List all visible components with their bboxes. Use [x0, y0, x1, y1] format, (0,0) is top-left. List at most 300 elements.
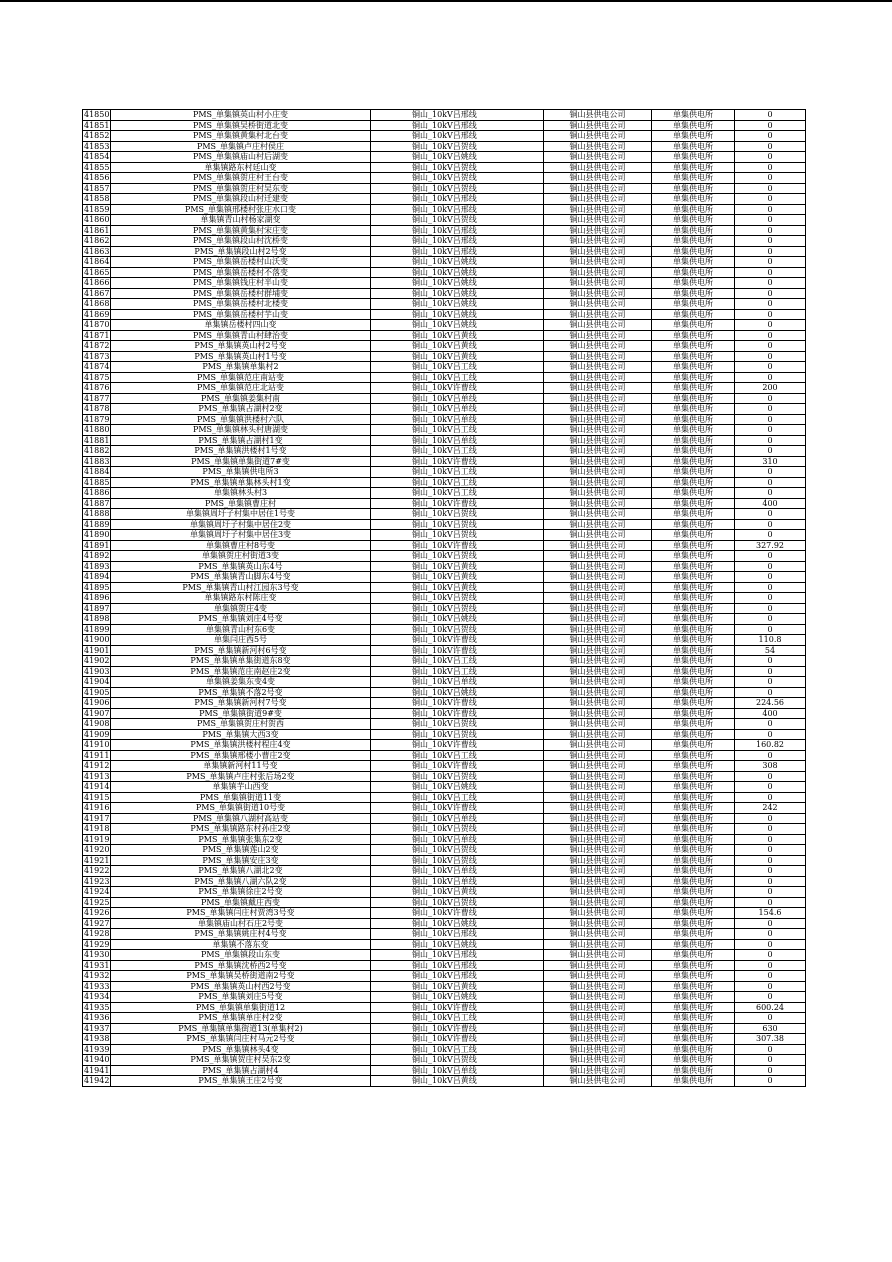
substation-name-cell: PMS_单集镇八湖北2变: [111, 866, 371, 877]
value-cell: 0: [735, 897, 806, 908]
company-cell: 铜山县供电公司: [544, 750, 652, 761]
table-row: [83, 855, 806, 866]
line-name-cell: 铜山_10kV吕姚线: [371, 309, 544, 320]
company-cell: 铜山县供电公司: [544, 824, 652, 835]
line-name-cell: 铜山_10kV许曹线: [371, 1023, 544, 1034]
company-cell: 铜山县供电公司: [544, 446, 652, 457]
station-cell: 单集供电所: [652, 519, 735, 530]
station-cell: 单集供电所: [652, 120, 735, 131]
table-row: [83, 761, 806, 772]
value-cell: 54: [735, 645, 806, 656]
value-cell: 0: [735, 1076, 806, 1087]
substation-name-cell: PMS_单集镇岳楼村不落变: [111, 267, 371, 278]
row-id-cell: 41918: [84, 824, 110, 834]
substation-name-cell: PMS_单集镇刘庄5号变: [111, 992, 371, 1003]
table-row: [83, 194, 806, 205]
company-cell: 铜山县供电公司: [544, 257, 652, 268]
line-name-cell: 铜山_10kV许曹线: [371, 1002, 544, 1013]
substation-name-cell: PMS_单集镇刘庄4号变: [111, 614, 371, 625]
value-cell: 0: [735, 362, 806, 373]
company-cell: 铜山县供电公司: [544, 425, 652, 436]
station-cell: 单集供电所: [652, 309, 735, 320]
row-id-cell: 41911: [84, 750, 110, 760]
line-name-cell: 铜山_10kV吕单线: [371, 677, 544, 688]
row-id-cell: 41851: [84, 120, 110, 130]
station-cell: 单集供电所: [652, 204, 735, 215]
value-cell: 0: [735, 173, 806, 184]
table-row: [83, 813, 806, 824]
table-row: [83, 446, 806, 457]
station-cell: 单集供电所: [652, 183, 735, 194]
table-row: [83, 803, 806, 814]
company-cell: 铜山县供电公司: [544, 309, 652, 320]
company-cell: 铜山县供电公司: [544, 645, 652, 656]
substation-name-cell: 单集镇新河村11号变: [111, 761, 371, 772]
company-cell: 铜山县供电公司: [544, 498, 652, 509]
row-id-cell: 41891: [84, 540, 110, 550]
line-name-cell: 铜山_10kV吕邢线: [371, 204, 544, 215]
row-id-cell: 41916: [84, 803, 110, 813]
line-name-cell: 铜山_10kV许曹线: [371, 498, 544, 509]
line-name-cell: 铜山_10kV许曹线: [371, 645, 544, 656]
row-id-cell: 41893: [84, 561, 110, 571]
table-row: [83, 876, 806, 887]
table-row: [83, 614, 806, 625]
value-cell: 0: [735, 488, 806, 499]
value-cell: 200: [735, 383, 806, 394]
row-id-cell: 41877: [84, 393, 110, 403]
table-row: [83, 845, 806, 856]
table-row: [83, 120, 806, 131]
value-cell: 0: [735, 1044, 806, 1055]
value-cell: 0: [735, 120, 806, 131]
company-cell: 铜山县供电公司: [544, 288, 652, 299]
table-row: [83, 1002, 806, 1013]
value-cell: 0: [735, 404, 806, 415]
row-id-cell: 41896: [84, 593, 110, 603]
station-cell: 单集供电所: [652, 719, 735, 730]
value-cell: 0: [735, 624, 806, 635]
line-name-cell: 铜山_10kV许曹线: [371, 540, 544, 551]
table-row: [83, 383, 806, 394]
line-name-cell: 铜山_10kV吕贺线: [371, 719, 544, 730]
line-name-cell: 铜山_10kV吕工线: [371, 446, 544, 457]
station-cell: 单集供电所: [652, 876, 735, 887]
table-row: [83, 152, 806, 163]
line-name-cell: 铜山_10kV吕黄线: [371, 887, 544, 898]
table-row: [83, 561, 806, 572]
table-row: [83, 687, 806, 698]
station-cell: 单集供电所: [652, 813, 735, 824]
line-name-cell: 铜山_10kV吕单线: [371, 813, 544, 824]
substation-name-cell: PMS_单集镇单集街道东8变: [111, 656, 371, 667]
company-cell: 铜山县供电公司: [544, 719, 652, 730]
value-cell: 0: [735, 719, 806, 730]
station-cell: 单集供电所: [652, 467, 735, 478]
value-cell: 0: [735, 939, 806, 950]
value-cell: 0: [735, 813, 806, 824]
line-name-cell: 铜山_10kV吕工线: [371, 1013, 544, 1024]
document-page: [82, 109, 805, 1087]
row-id-cell: 41910: [84, 740, 110, 750]
table-row: [83, 992, 806, 1003]
row-id-cell: 41931: [84, 960, 110, 970]
substation-name-cell: PMS_单集镇邢楼村张庄水口变: [111, 204, 371, 215]
table-row: [83, 719, 806, 730]
substation-name-cell: PMS_单集镇单集村2: [111, 362, 371, 373]
substation-name-cell: PMS_单集镇黄集村宋庄变: [111, 225, 371, 236]
line-name-cell: 铜山_10kV吕工线: [371, 1044, 544, 1055]
company-cell: 铜山县供电公司: [544, 131, 652, 142]
company-cell: 铜山县供电公司: [544, 519, 652, 530]
line-name-cell: 铜山_10kV许曹线: [371, 698, 544, 709]
company-cell: 铜山县供电公司: [544, 918, 652, 929]
table-row: [83, 698, 806, 709]
row-id-cell: 41917: [84, 813, 110, 823]
value-cell: 0: [735, 110, 806, 121]
row-id-cell: 41926: [84, 908, 110, 918]
station-cell: 单集供电所: [652, 477, 735, 488]
substation-name-cell: 单集镇路东村廷山变: [111, 162, 371, 173]
value-cell: 0: [735, 393, 806, 404]
line-name-cell: 铜山_10kV吕贺线: [371, 1055, 544, 1066]
company-cell: 铜山县供电公司: [544, 540, 652, 551]
station-cell: 单集供电所: [652, 435, 735, 446]
company-cell: 铜山县供电公司: [544, 435, 652, 446]
company-cell: 铜山县供电公司: [544, 603, 652, 614]
company-cell: 铜山县供电公司: [544, 582, 652, 593]
substation-name-cell: PMS_单集镇街道10号变: [111, 803, 371, 814]
line-name-cell: 铜山_10kV吕姚线: [371, 152, 544, 163]
station-cell: 单集供电所: [652, 393, 735, 404]
company-cell: 铜山县供电公司: [544, 141, 652, 152]
table-row: [83, 246, 806, 257]
station-cell: 单集供电所: [652, 677, 735, 688]
table-row: [83, 173, 806, 184]
value-cell: 0: [735, 341, 806, 352]
company-cell: 铜山县供电公司: [544, 1034, 652, 1045]
station-cell: 单集供电所: [652, 456, 735, 467]
value-cell: 0: [735, 981, 806, 992]
line-name-cell: 铜山_10kV吕黄线: [371, 572, 544, 583]
value-cell: 0: [735, 687, 806, 698]
company-cell: 铜山县供电公司: [544, 183, 652, 194]
substation-name-cell: PMS_单集镇洪楼村六队: [111, 414, 371, 425]
company-cell: 铜山县供电公司: [544, 215, 652, 226]
row-id-cell: 41934: [84, 992, 110, 1002]
substation-name-cell: PMS_单集镇占湖村4: [111, 1065, 371, 1076]
line-name-cell: 铜山_10kV吕姚线: [371, 257, 544, 268]
row-id-cell: 41889: [84, 519, 110, 529]
row-id-cell: 41870: [84, 320, 110, 330]
company-cell: 铜山县供电公司: [544, 813, 652, 824]
substation-name-cell: PMS_单集镇贺庄村贺西: [111, 719, 371, 730]
row-id-cell: 41919: [84, 834, 110, 844]
value-cell: 0: [735, 183, 806, 194]
value-cell: 0: [735, 267, 806, 278]
line-name-cell: 铜山_10kV吕邢线: [371, 225, 544, 236]
substation-name-cell: PMS_单集镇大西3变: [111, 729, 371, 740]
value-cell: 154.6: [735, 908, 806, 919]
table-row: [83, 425, 806, 436]
station-cell: 单集供电所: [652, 782, 735, 793]
row-id-cell: 41850: [84, 110, 110, 120]
row-id-cell: 41898: [84, 614, 110, 624]
row-id-cell: 41858: [84, 194, 110, 204]
value-cell: 160.82: [735, 740, 806, 751]
row-id-cell: 41909: [84, 729, 110, 739]
station-cell: 单集供电所: [652, 792, 735, 803]
table-row: [83, 372, 806, 383]
substation-name-cell: 单集镇路东村陈庄变: [111, 593, 371, 604]
line-name-cell: 铜山_10kV吕贺线: [371, 519, 544, 530]
substation-name-cell: 单集镇曹庄村8号变: [111, 540, 371, 551]
company-cell: 铜山县供电公司: [544, 456, 652, 467]
company-cell: 铜山县供电公司: [544, 383, 652, 394]
company-cell: 铜山县供电公司: [544, 477, 652, 488]
company-cell: 铜山县供电公司: [544, 908, 652, 919]
value-cell: 0: [735, 141, 806, 152]
table-row: [83, 309, 806, 320]
row-id-cell: 41936: [84, 1013, 110, 1023]
value-cell: 0: [735, 152, 806, 163]
line-name-cell: 铜山_10kV吕贺线: [371, 173, 544, 184]
station-cell: 单集供电所: [652, 614, 735, 625]
line-name-cell: 铜山_10kV吕邢线: [371, 110, 544, 121]
station-cell: 单集供电所: [652, 498, 735, 509]
row-id-cell: 41900: [84, 635, 110, 645]
value-cell: 0: [735, 771, 806, 782]
station-cell: 单集供电所: [652, 540, 735, 551]
row-id-cell: 41853: [84, 141, 110, 151]
company-cell: 铜山县供电公司: [544, 488, 652, 499]
row-id-cell: 41890: [84, 530, 110, 540]
value-cell: 630: [735, 1023, 806, 1034]
line-name-cell: 铜山_10kV许曹线: [371, 761, 544, 772]
line-name-cell: 铜山_10kV吕贺线: [371, 771, 544, 782]
substation-name-cell: PMS_单集镇不落2号变: [111, 687, 371, 698]
value-cell: 0: [735, 509, 806, 520]
substation-name-cell: PMS_单集镇英山村小庄变: [111, 110, 371, 121]
station-cell: 单集供电所: [652, 278, 735, 289]
value-cell: 0: [735, 614, 806, 625]
row-id-cell: 41942: [84, 1076, 110, 1086]
value-cell: 0: [735, 530, 806, 541]
company-cell: 铜山县供电公司: [544, 278, 652, 289]
station-cell: 单集供电所: [652, 1076, 735, 1087]
row-id-cell: 41927: [84, 918, 110, 928]
station-cell: 单集供电所: [652, 666, 735, 677]
company-cell: 铜山县供电公司: [544, 341, 652, 352]
table-row: [83, 288, 806, 299]
company-cell: 铜山县供电公司: [544, 687, 652, 698]
station-cell: 单集供电所: [652, 330, 735, 341]
company-cell: 铜山县供电公司: [544, 708, 652, 719]
value-cell: 0: [735, 950, 806, 961]
value-cell: 307.38: [735, 1034, 806, 1045]
company-cell: 铜山县供电公司: [544, 299, 652, 310]
station-cell: 单集供电所: [652, 372, 735, 383]
station-cell: 单集供电所: [652, 246, 735, 257]
company-cell: 铜山县供电公司: [544, 792, 652, 803]
row-id-cell: 41855: [84, 162, 110, 172]
company-cell: 铜山县供电公司: [544, 855, 652, 866]
company-cell: 铜山县供电公司: [544, 666, 652, 677]
line-name-cell: 铜山_10kV吕姚线: [371, 782, 544, 793]
company-cell: 铜山县供电公司: [544, 110, 652, 121]
table-row: [83, 624, 806, 635]
substation-name-cell: PMS_单集镇段山村2号变: [111, 246, 371, 257]
table-row: [83, 960, 806, 971]
row-id-cell: 41906: [84, 698, 110, 708]
station-cell: 单集供电所: [652, 110, 735, 121]
substation-name-cell: PMS_单集镇范庄南赵庄2变: [111, 666, 371, 677]
value-cell: 0: [735, 551, 806, 562]
company-cell: 铜山县供电公司: [544, 950, 652, 961]
table-row: [83, 1065, 806, 1076]
row-id-cell: 41905: [84, 687, 110, 697]
station-cell: 单集供电所: [652, 624, 735, 635]
substation-name-cell: PMS_单集镇吴桥街道北变: [111, 120, 371, 131]
substation-name-cell: PMS_单集镇安庄3变: [111, 855, 371, 866]
table-row: [83, 971, 806, 982]
line-name-cell: 铜山_10kV吕工线: [371, 488, 544, 499]
line-name-cell: 铜山_10kV吕单线: [371, 404, 544, 415]
substation-table: [82, 109, 806, 1087]
row-id-cell: 41884: [84, 467, 110, 477]
table-row: [83, 110, 806, 121]
station-cell: 单集供电所: [652, 215, 735, 226]
company-cell: 铜山县供电公司: [544, 981, 652, 992]
company-cell: 铜山县供电公司: [544, 698, 652, 709]
line-name-cell: 铜山_10kV吕贺线: [371, 509, 544, 520]
line-name-cell: 铜山_10kV吕工线: [371, 477, 544, 488]
value-cell: 0: [735, 960, 806, 971]
value-cell: 0: [735, 855, 806, 866]
substation-name-cell: PMS_单集镇单集街道13(单集村2): [111, 1023, 371, 1034]
station-cell: 单集供电所: [652, 603, 735, 614]
substation-name-cell: PMS_单集镇莲山2变: [111, 845, 371, 856]
table-row: [83, 540, 806, 551]
row-id-cell: 41878: [84, 404, 110, 414]
value-cell: 0: [735, 309, 806, 320]
table-row: [83, 299, 806, 310]
station-cell: 单集供电所: [652, 981, 735, 992]
row-id-cell: 41865: [84, 267, 110, 277]
row-id-cell: 41863: [84, 246, 110, 256]
station-cell: 单集供电所: [652, 446, 735, 457]
row-id-cell: 41925: [84, 897, 110, 907]
line-name-cell: 铜山_10kV吕工线: [371, 425, 544, 436]
line-name-cell: 铜山_10kV吕贺线: [371, 824, 544, 835]
station-cell: 单集供电所: [652, 362, 735, 373]
station-cell: 单集供电所: [652, 1044, 735, 1055]
company-cell: 铜山县供电公司: [544, 876, 652, 887]
station-cell: 单集供电所: [652, 939, 735, 950]
value-cell: 0: [735, 750, 806, 761]
company-cell: 铜山县供电公司: [544, 246, 652, 257]
table-row: [83, 393, 806, 404]
line-name-cell: 铜山_10kV吕姚线: [371, 992, 544, 1003]
row-id-cell: 41937: [84, 1023, 110, 1033]
row-id-cell: 41876: [84, 383, 110, 393]
substation-name-cell: PMS_单集镇钱庄村半山变: [111, 278, 371, 289]
company-cell: 铜山县供电公司: [544, 372, 652, 383]
substation-name-cell: 单集镇周圩子村集中居住2变: [111, 519, 371, 530]
table-row: [83, 519, 806, 530]
station-cell: 单集供电所: [652, 855, 735, 866]
value-cell: 400: [735, 498, 806, 509]
station-cell: 单集供电所: [652, 929, 735, 940]
row-id-cell: 41935: [84, 1002, 110, 1012]
substation-name-cell: PMS_单集镇英山村1号变: [111, 351, 371, 362]
substation-name-cell: PMS_单集镇段山东变: [111, 950, 371, 961]
company-cell: 铜山县供电公司: [544, 551, 652, 562]
line-name-cell: 铜山_10kV吕贺线: [371, 603, 544, 614]
line-name-cell: 铜山_10kV吕姚线: [371, 939, 544, 950]
value-cell: 0: [735, 225, 806, 236]
line-name-cell: 铜山_10kV吕黄线: [371, 330, 544, 341]
row-id-cell: 41901: [84, 645, 110, 655]
table-row: [83, 278, 806, 289]
line-name-cell: 铜山_10kV吕邢线: [371, 236, 544, 247]
substation-name-cell: PMS_单集镇林头村唐湖变: [111, 425, 371, 436]
company-cell: 铜山县供电公司: [544, 677, 652, 688]
substation-name-cell: PMS_单集镇新河村7号变: [111, 698, 371, 709]
value-cell: 0: [735, 834, 806, 845]
table-row: [83, 267, 806, 278]
line-name-cell: 铜山_10kV吕邢线: [371, 120, 544, 131]
station-cell: 单集供电所: [652, 551, 735, 562]
table-row: [83, 792, 806, 803]
line-name-cell: 铜山_10kV吕黄线: [371, 1076, 544, 1087]
station-cell: 单集供电所: [652, 635, 735, 646]
table-row: [83, 162, 806, 173]
row-id-cell: 41912: [84, 761, 110, 771]
value-cell: 0: [735, 414, 806, 425]
station-cell: 单集供电所: [652, 918, 735, 929]
value-cell: 0: [735, 929, 806, 940]
company-cell: 铜山县供电公司: [544, 887, 652, 898]
table-row: [83, 677, 806, 688]
company-cell: 铜山县供电公司: [544, 614, 652, 625]
station-cell: 单集供电所: [652, 582, 735, 593]
substation-name-cell: PMS_单集镇占湖村1变: [111, 435, 371, 446]
value-cell: 0: [735, 194, 806, 205]
substation-name-cell: PMS_单集镇英山村2号变: [111, 341, 371, 352]
row-id-cell: 41868: [84, 299, 110, 309]
substation-name-cell: 单集镇林头村3: [111, 488, 371, 499]
substation-name-cell: PMS_单集镇邢楼小曹庄2变: [111, 750, 371, 761]
line-name-cell: 铜山_10kV吕邢线: [371, 960, 544, 971]
company-cell: 铜山县供电公司: [544, 1013, 652, 1024]
substation-name-cell: PMS_单集镇姜集村南: [111, 393, 371, 404]
table-row: [83, 887, 806, 898]
table-row: [83, 824, 806, 835]
row-id-cell: 41873: [84, 351, 110, 361]
table-row: [83, 740, 806, 751]
company-cell: 铜山县供电公司: [544, 624, 652, 635]
station-cell: 单集供电所: [652, 383, 735, 394]
substation-name-cell: PMS_单集镇范庄北站变: [111, 383, 371, 394]
substation-name-cell: PMS_单集镇王庄2号变: [111, 1076, 371, 1087]
company-cell: 铜山县供电公司: [544, 1044, 652, 1055]
row-id-cell: 41938: [84, 1034, 110, 1044]
substation-name-cell: PMS_单集镇岳楼村群埔变: [111, 288, 371, 299]
station-cell: 单集供电所: [652, 992, 735, 1003]
substation-name-cell: PMS_单集镇贺庄村吴东变: [111, 183, 371, 194]
company-cell: 铜山县供电公司: [544, 761, 652, 772]
